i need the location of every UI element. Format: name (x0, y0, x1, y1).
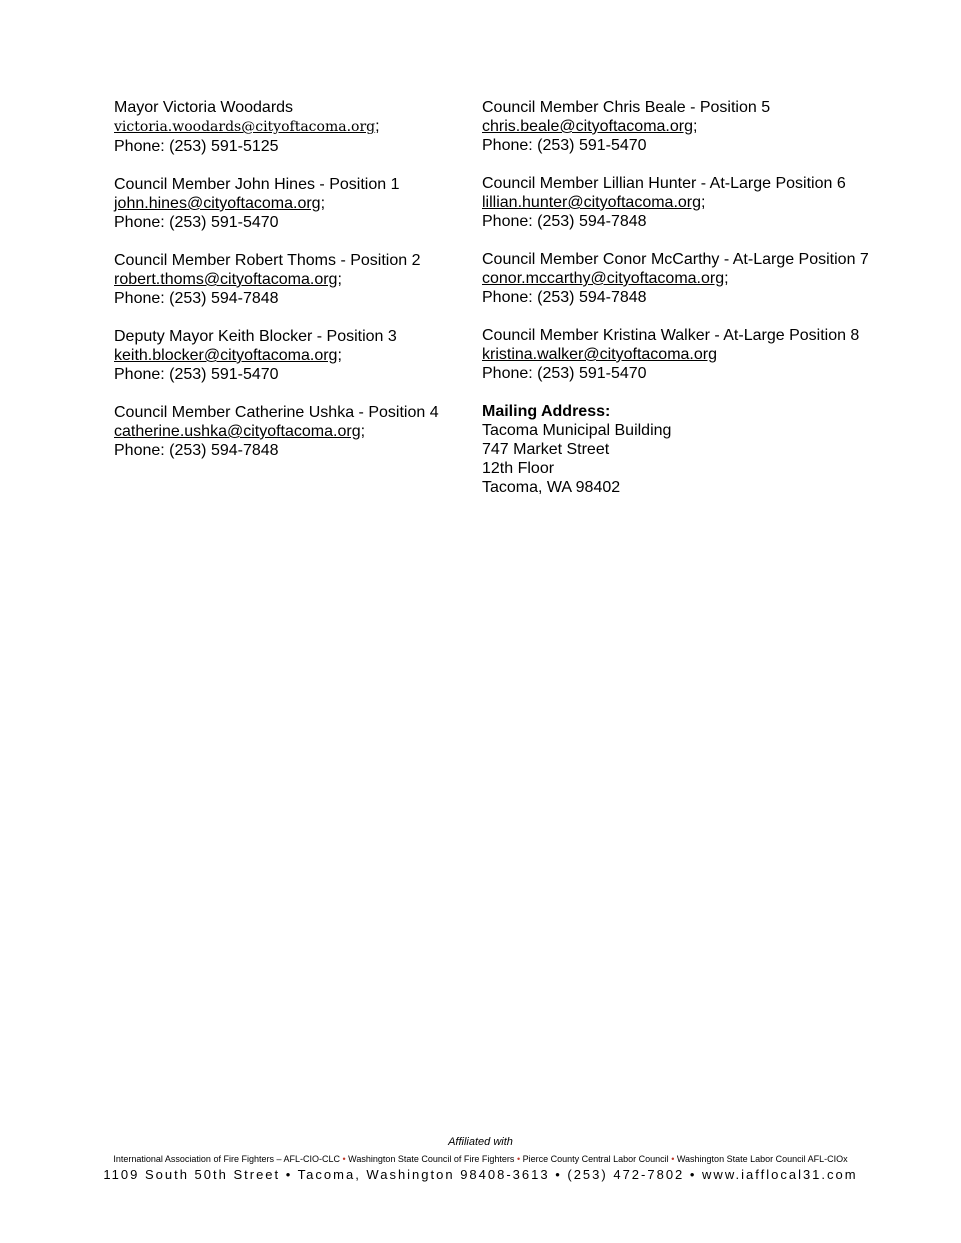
contact-name: Deputy Mayor Keith Blocker - Position 3 (114, 328, 397, 345)
email-link[interactable]: kristina.walker@cityoftacoma.org (482, 346, 717, 363)
contact-name: Council Member Conor McCarthy - At-Large Position 7 (482, 251, 869, 268)
affiliation-org: Pierce County Central Labor Council (522, 1154, 669, 1164)
mailing-address-line: Tacoma, WA 98402 (482, 479, 621, 496)
contact-name: Council Member John Hines - Position 1 (114, 176, 400, 193)
email-link[interactable]: robert.thoms@cityoftacoma.org (114, 271, 338, 288)
contact-name: Council Member Robert Thoms - Position 2 (114, 252, 421, 269)
bullet-separator: • (516, 1154, 521, 1164)
mailing-address-line: 747 Market Street (482, 441, 610, 458)
affiliation-org: Washington State Council of Fire Fighters (348, 1154, 515, 1164)
contact-name: Council Member Catherine Ushka - Position 4 (114, 404, 439, 421)
affiliation-org: International Association of Fire Fighters – AFL-CIO-CLC (113, 1154, 340, 1164)
contact-name: Council Member Kristina Walker - At-Large Position 8 (482, 327, 860, 344)
email-separator: ; (701, 194, 706, 211)
contact-phone: Phone: (253) 594-7848 (114, 290, 279, 307)
contact-name: Council Member Lillian Hunter - At-Large Position 6 (482, 175, 846, 192)
contact-entry (482, 326, 942, 383)
contact-entry (114, 175, 464, 232)
email-link[interactable]: john.hines@cityoftacoma.org (114, 195, 321, 212)
contact-phone: Phone: (253) 591-5470 (114, 214, 279, 231)
contact-entry (114, 327, 464, 384)
contact-phone: Phone: (253) 591-5125 (114, 138, 279, 155)
email-separator: ; (360, 423, 366, 440)
email-link[interactable]: lillian.hunter@cityoftacoma.org (482, 194, 702, 211)
right-contact-column (482, 98, 942, 516)
email-separator: ; (320, 195, 326, 212)
contact-entry (114, 403, 464, 460)
contact-name: Council Member Chris Beale - Position 5 (482, 99, 771, 116)
contact-entry (482, 98, 942, 155)
mailing-address (482, 402, 942, 497)
contact-phone: Phone: (253) 591-5470 (482, 137, 647, 154)
contact-entry (114, 251, 464, 308)
email-link[interactable]: victoria.woodards@cityoftacoma.org (114, 119, 376, 135)
mailing-address-line: Tacoma Municipal Building (482, 422, 672, 439)
contact-phone: Phone: (253) 591-5470 (114, 366, 279, 383)
contact-phone: Phone: (253) 594-7848 (482, 289, 647, 306)
email-link[interactable]: keith.blocker@cityoftacoma.org (114, 347, 338, 364)
email-separator: ; (337, 347, 342, 364)
contact-phone: Phone: (253) 594-7848 (482, 213, 647, 230)
contact-entry (114, 98, 464, 156)
mailing-address-heading: Mailing Address: (482, 403, 611, 420)
email-separator: ; (375, 118, 380, 135)
email-link[interactable]: conor.mccarthy@cityoftacoma.org (482, 270, 725, 287)
email-link[interactable]: catherine.ushka@cityoftacoma.org (114, 423, 361, 440)
email-separator: ; (337, 271, 342, 288)
bullet-separator: • (671, 1154, 675, 1164)
left-contact-column (114, 98, 464, 479)
affiliations-line (0, 1154, 961, 1164)
contact-name: Mayor Victoria Woodards (114, 99, 294, 116)
contact-phone: Phone: (253) 591-5470 (482, 365, 647, 382)
affiliation-org: Washington State Labor Council AFL-CIOx (676, 1154, 848, 1164)
contact-entry (482, 174, 942, 231)
mailing-address-line: 12th Floor (482, 460, 555, 477)
email-link[interactable]: chris.beale@cityoftacoma.org (482, 118, 693, 135)
contact-entry (482, 250, 942, 307)
email-separator: ; (724, 270, 729, 287)
contact-phone: Phone: (253) 594-7848 (114, 442, 279, 459)
footer-address-line: 1109 South 50th Street • Tacoma, Washington 98408-3613 • (253) 472-7802 • www.iafflocal31.com (103, 1167, 858, 1182)
bullet-separator: • (342, 1154, 346, 1164)
affiliated-with-label: Affiliated with (448, 1136, 513, 1148)
email-separator: ; (693, 118, 698, 135)
